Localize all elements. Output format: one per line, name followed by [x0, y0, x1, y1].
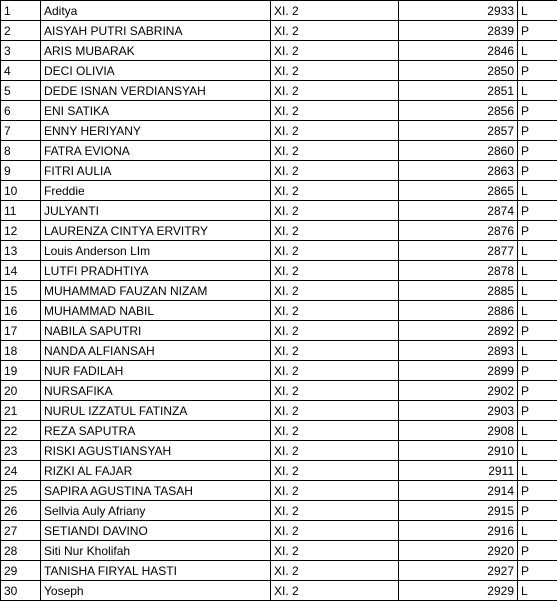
cell-gender[interactable]: L — [518, 441, 557, 461]
cell-gender[interactable]: P — [518, 501, 557, 521]
cell-class[interactable]: XI. 2 — [271, 41, 399, 61]
cell-student-id[interactable]: 2910 — [399, 441, 518, 461]
cell-class[interactable]: XI. 2 — [271, 461, 399, 481]
cell-gender[interactable]: L — [518, 241, 557, 261]
cell-student-name[interactable]: Sellvia Auly Afriany — [41, 501, 271, 521]
cell-gender[interactable]: L — [518, 341, 557, 361]
cell-class[interactable]: XI. 2 — [271, 361, 399, 381]
cell-number[interactable]: 18 — [1, 341, 41, 361]
cell-student-id[interactable]: 2916 — [399, 521, 518, 541]
cell-student-name[interactable]: ENNY HERIYANY — [41, 121, 271, 141]
cell-student-id[interactable]: 2920 — [399, 541, 518, 561]
table-row — [1, 481, 557, 501]
cell-gender[interactable]: P — [518, 221, 557, 241]
cell-student-id[interactable]: 2863 — [399, 161, 518, 181]
cell-student-name[interactable]: MUHAMMAD NABIL — [41, 301, 271, 321]
cell-gender[interactable]: P — [518, 201, 557, 221]
cell-number[interactable]: 6 — [1, 101, 41, 121]
table-row — [1, 521, 557, 541]
student-table-body — [1, 1, 557, 601]
cell-gender[interactable]: P — [518, 401, 557, 421]
cell-student-id[interactable]: 2914 — [399, 481, 518, 501]
cell-number[interactable]: 30 — [1, 581, 41, 601]
cell-gender[interactable]: P — [518, 101, 557, 121]
cell-student-id[interactable]: 2892 — [399, 321, 518, 341]
table-row — [1, 561, 557, 581]
cell-gender[interactable]: P — [518, 121, 557, 141]
cell-number[interactable]: 20 — [1, 381, 41, 401]
table-row — [1, 201, 557, 221]
table-row — [1, 541, 557, 561]
cell-number[interactable]: 10 — [1, 181, 41, 201]
cell-gender[interactable]: P — [518, 161, 557, 181]
cell-gender[interactable]: L — [518, 301, 557, 321]
cell-student-id[interactable]: 2851 — [399, 81, 518, 101]
cell-number[interactable]: 26 — [1, 501, 41, 521]
cell-student-id[interactable]: 2903 — [399, 401, 518, 421]
cell-student-id[interactable]: 2878 — [399, 261, 518, 281]
cell-class[interactable]: XI. 2 — [271, 61, 399, 81]
cell-class[interactable]: XI. 2 — [271, 401, 399, 421]
cell-gender[interactable]: P — [518, 321, 557, 341]
cell-class[interactable]: XI. 2 — [271, 221, 399, 241]
cell-gender[interactable]: P — [518, 541, 557, 561]
cell-number[interactable]: 12 — [1, 221, 41, 241]
cell-class[interactable]: XI. 2 — [271, 341, 399, 361]
cell-student-id[interactable]: 2927 — [399, 561, 518, 581]
cell-class[interactable]: XI. 2 — [271, 501, 399, 521]
table-row — [1, 1, 557, 21]
cell-class[interactable]: XI. 2 — [271, 481, 399, 501]
cell-number[interactable]: 11 — [1, 201, 41, 221]
table-row — [1, 181, 557, 201]
cell-class[interactable]: XI. 2 — [271, 141, 399, 161]
cell-number[interactable]: 3 — [1, 41, 41, 61]
cell-number[interactable]: 9 — [1, 161, 41, 181]
cell-student-id[interactable]: 2902 — [399, 381, 518, 401]
cell-gender[interactable]: P — [518, 361, 557, 381]
cell-student-name[interactable]: REZA SAPUTRA — [41, 421, 271, 441]
table-row — [1, 461, 557, 481]
cell-gender[interactable]: P — [518, 381, 557, 401]
cell-student-name[interactable]: SETIANDI DAVINO — [41, 521, 271, 541]
cell-class[interactable]: XI. 2 — [271, 81, 399, 101]
cell-student-id[interactable]: 2860 — [399, 141, 518, 161]
cell-gender[interactable]: L — [518, 181, 557, 201]
cell-class[interactable]: XI. 2 — [271, 21, 399, 41]
cell-student-name[interactable]: NABILA SAPUTRI — [41, 321, 271, 341]
cell-student-name[interactable]: RISKI AGUSTIANSYAH — [41, 441, 271, 461]
cell-student-name[interactable]: Aditya — [41, 1, 271, 21]
cell-student-name[interactable]: ARIS MUBARAK — [41, 41, 271, 61]
cell-student-id[interactable]: 2886 — [399, 301, 518, 321]
cell-number[interactable]: 1 — [1, 1, 41, 21]
cell-gender[interactable]: L — [518, 581, 557, 601]
cell-student-name[interactable]: LUTFI PRADHTIYA — [41, 261, 271, 281]
cell-number[interactable]: 28 — [1, 541, 41, 561]
cell-number[interactable]: 29 — [1, 561, 41, 581]
cell-student-name[interactable]: FITRI AULIA — [41, 161, 271, 181]
cell-class[interactable]: XI. 2 — [271, 1, 399, 21]
cell-student-id[interactable]: 2857 — [399, 121, 518, 141]
cell-student-name[interactable]: TANISHA FIRYAL HASTI — [41, 561, 271, 581]
cell-class[interactable]: XI. 2 — [271, 261, 399, 281]
cell-student-id[interactable]: 2876 — [399, 221, 518, 241]
cell-gender[interactable]: L — [518, 461, 557, 481]
table-row — [1, 41, 557, 61]
cell-gender[interactable]: L — [518, 1, 557, 21]
cell-gender[interactable]: L — [518, 41, 557, 61]
table-row — [1, 341, 557, 361]
cell-number[interactable]: 24 — [1, 461, 41, 481]
cell-student-id[interactable]: 2850 — [399, 61, 518, 81]
cell-gender[interactable]: P — [518, 61, 557, 81]
cell-gender[interactable]: P — [518, 141, 557, 161]
cell-class[interactable]: XI. 2 — [271, 201, 399, 221]
table-row — [1, 401, 557, 421]
cell-number[interactable]: 19 — [1, 361, 41, 381]
cell-student-name[interactable]: Louis Anderson LIm — [41, 241, 271, 261]
cell-student-name[interactable]: FATRA EVIONA — [41, 141, 271, 161]
cell-number[interactable]: 16 — [1, 301, 41, 321]
cell-class[interactable]: XI. 2 — [271, 441, 399, 461]
cell-gender[interactable]: L — [518, 261, 557, 281]
table-row — [1, 61, 557, 81]
table-row — [1, 441, 557, 461]
cell-student-name[interactable]: AISYAH PUTRI SABRINA — [41, 21, 271, 41]
table-row — [1, 81, 557, 101]
cell-student-name[interactable]: Freddie — [41, 181, 271, 201]
cell-class[interactable]: XI. 2 — [271, 541, 399, 561]
cell-student-id[interactable]: 2911 — [399, 461, 518, 481]
table-row — [1, 301, 557, 321]
table-row — [1, 141, 557, 161]
cell-student-id[interactable]: 2856 — [399, 101, 518, 121]
cell-class[interactable]: XI. 2 — [271, 521, 399, 541]
cell-class[interactable]: XI. 2 — [271, 121, 399, 141]
cell-student-name[interactable]: NURSAFIKA — [41, 381, 271, 401]
cell-class[interactable]: XI. 2 — [271, 321, 399, 341]
cell-student-id[interactable]: 2893 — [399, 341, 518, 361]
cell-student-name[interactable]: DECI OLIVIA — [41, 61, 271, 81]
table-row — [1, 241, 557, 261]
cell-number[interactable]: 4 — [1, 61, 41, 81]
cell-student-id[interactable]: 2915 — [399, 501, 518, 521]
cell-class[interactable]: XI. 2 — [271, 381, 399, 401]
cell-student-name[interactable]: NUR FADILAH — [41, 361, 271, 381]
table-row — [1, 421, 557, 441]
cell-student-name[interactable]: LAURENZA CINTYA ERVITRY — [41, 221, 271, 241]
table-row — [1, 281, 557, 301]
cell-student-id[interactable]: 2908 — [399, 421, 518, 441]
cell-student-name[interactable]: JULYANTI — [41, 201, 271, 221]
table-row — [1, 501, 557, 521]
table-row — [1, 261, 557, 281]
cell-student-id[interactable]: 2846 — [399, 41, 518, 61]
cell-number[interactable]: 27 — [1, 521, 41, 541]
cell-gender[interactable]: L — [518, 521, 557, 541]
cell-student-id[interactable]: 2885 — [399, 281, 518, 301]
cell-student-name[interactable]: ENI SATIKA — [41, 101, 271, 121]
cell-student-id[interactable]: 2933 — [399, 1, 518, 21]
cell-student-name[interactable]: SAPIRA AGUSTINA TASAH — [41, 481, 271, 501]
table-row — [1, 361, 557, 381]
table-row — [1, 221, 557, 241]
cell-gender[interactable]: L — [518, 81, 557, 101]
cell-class[interactable]: XI. 2 — [271, 101, 399, 121]
cell-class[interactable]: XI. 2 — [271, 181, 399, 201]
table-row — [1, 121, 557, 141]
cell-number[interactable]: 17 — [1, 321, 41, 341]
cell-student-id[interactable]: 2899 — [399, 361, 518, 381]
cell-gender[interactable]: P — [518, 561, 557, 581]
table-row — [1, 581, 557, 601]
cell-number[interactable]: 14 — [1, 261, 41, 281]
cell-number[interactable]: 13 — [1, 241, 41, 261]
cell-student-id[interactable]: 2839 — [399, 21, 518, 41]
table-row — [1, 381, 557, 401]
cell-gender[interactable]: P — [518, 21, 557, 41]
cell-student-name[interactable]: Yoseph — [41, 581, 271, 601]
cell-gender[interactable]: L — [518, 281, 557, 301]
cell-number[interactable]: 2 — [1, 21, 41, 41]
cell-student-id[interactable]: 2877 — [399, 241, 518, 261]
table-row — [1, 321, 557, 341]
cell-class[interactable]: XI. 2 — [271, 421, 399, 441]
table-row — [1, 101, 557, 121]
cell-class[interactable]: XI. 2 — [271, 301, 399, 321]
cell-number[interactable]: 21 — [1, 401, 41, 421]
cell-gender[interactable]: L — [518, 421, 557, 441]
cell-class[interactable]: XI. 2 — [271, 241, 399, 261]
cell-gender[interactable]: P — [518, 481, 557, 501]
cell-number[interactable]: 7 — [1, 121, 41, 141]
table-row — [1, 21, 557, 41]
cell-class[interactable]: XI. 2 — [271, 561, 399, 581]
cell-number[interactable]: 8 — [1, 141, 41, 161]
cell-student-id[interactable]: 2874 — [399, 201, 518, 221]
cell-student-name[interactable]: DEDE ISNAN VERDIANSYAH — [41, 81, 271, 101]
cell-student-name[interactable]: NURUL IZZATUL FATINZA — [41, 401, 271, 421]
cell-student-name[interactable]: RIZKI AL FAJAR — [41, 461, 271, 481]
cell-student-name[interactable]: Siti Nur Kholifah — [41, 541, 271, 561]
cell-number[interactable]: 23 — [1, 441, 41, 461]
cell-number[interactable]: 5 — [1, 81, 41, 101]
cell-number[interactable]: 22 — [1, 421, 41, 441]
cell-number[interactable]: 15 — [1, 281, 41, 301]
table-row — [1, 161, 557, 181]
cell-student-name[interactable]: MUHAMMAD FAUZAN NIZAM — [41, 281, 271, 301]
cell-student-id[interactable]: 2929 — [399, 581, 518, 601]
cell-class[interactable]: XI. 2 — [271, 581, 399, 601]
cell-class[interactable]: XI. 2 — [271, 161, 399, 181]
cell-class[interactable]: XI. 2 — [271, 281, 399, 301]
cell-student-name[interactable]: NANDA ALFIANSAH — [41, 341, 271, 361]
cell-student-id[interactable]: 2865 — [399, 181, 518, 201]
cell-number[interactable]: 25 — [1, 481, 41, 501]
